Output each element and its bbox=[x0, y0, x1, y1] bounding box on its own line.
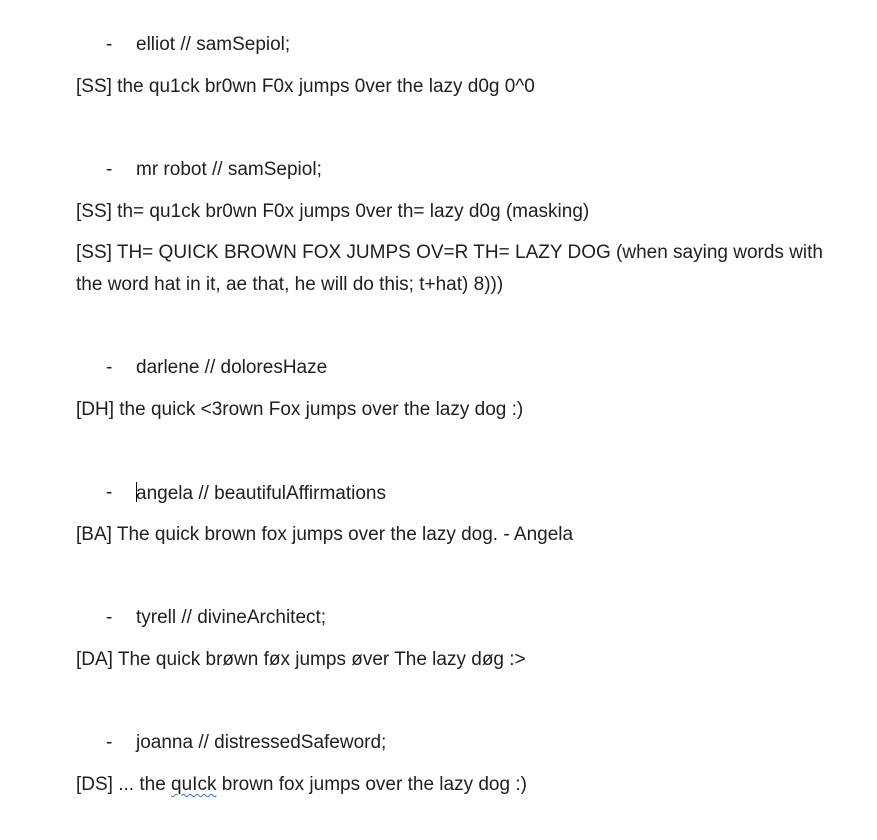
bullet-text: angela // beautifulAffirmations bbox=[136, 483, 386, 504]
text-segment: [DS] ... the bbox=[76, 774, 172, 795]
text-segment: brown fox jumps over the lazy dog :) bbox=[216, 774, 527, 795]
bullet-text[interactable]: elliot // samSepiol; bbox=[136, 34, 291, 55]
bullet-dash: - bbox=[106, 732, 113, 753]
bullet-text-with-caret[interactable] bbox=[136, 482, 386, 505]
bullet-text[interactable]: joanna // distressedSafeword; bbox=[136, 732, 387, 753]
bullet-dash: - bbox=[106, 159, 113, 180]
bullet-text[interactable]: tyrell // divineArchitect; bbox=[136, 607, 327, 628]
spellcheck-misspelled-word[interactable]: quIck bbox=[171, 774, 217, 795]
paragraph-line[interactable]: [SS] the qu1ck br0wn F0x jumps 0ver the lazy d0g 0^0 bbox=[76, 76, 535, 97]
bullet-text[interactable]: mr robot // samSepiol; bbox=[136, 159, 322, 180]
bullet-dash: - bbox=[106, 34, 113, 55]
paragraph-line[interactable]: [DH] the quick <3rown Fox jumps over the lazy dog :) bbox=[76, 399, 524, 420]
bullet-dash: - bbox=[106, 482, 113, 503]
paragraph-line[interactable]: [DA] The quick brøwn føx jumps øver The lazy døg :> bbox=[76, 649, 526, 670]
bullet-dash: - bbox=[106, 357, 113, 378]
bullet-dash: - bbox=[106, 607, 113, 628]
paragraph-line[interactable]: [SS] th= qu1ck br0wn F0x jumps 0ver th= lazy d0g (masking) bbox=[76, 201, 590, 222]
paragraph-line[interactable] bbox=[76, 774, 527, 796]
bullet-text[interactable]: darlene // doloresHaze bbox=[136, 357, 328, 378]
paragraph-line[interactable]: [BA] The quick brown fox jumps over the lazy dog. - Angela bbox=[76, 524, 574, 545]
paragraph-line-wrapped[interactable]: [SS] TH= QUICK BROWN FOX JUMPS OV=R TH= LAZY DOG (when saying words with the word hat in it, ae that, he will do this; t+hat) 8))) bbox=[76, 242, 824, 295]
